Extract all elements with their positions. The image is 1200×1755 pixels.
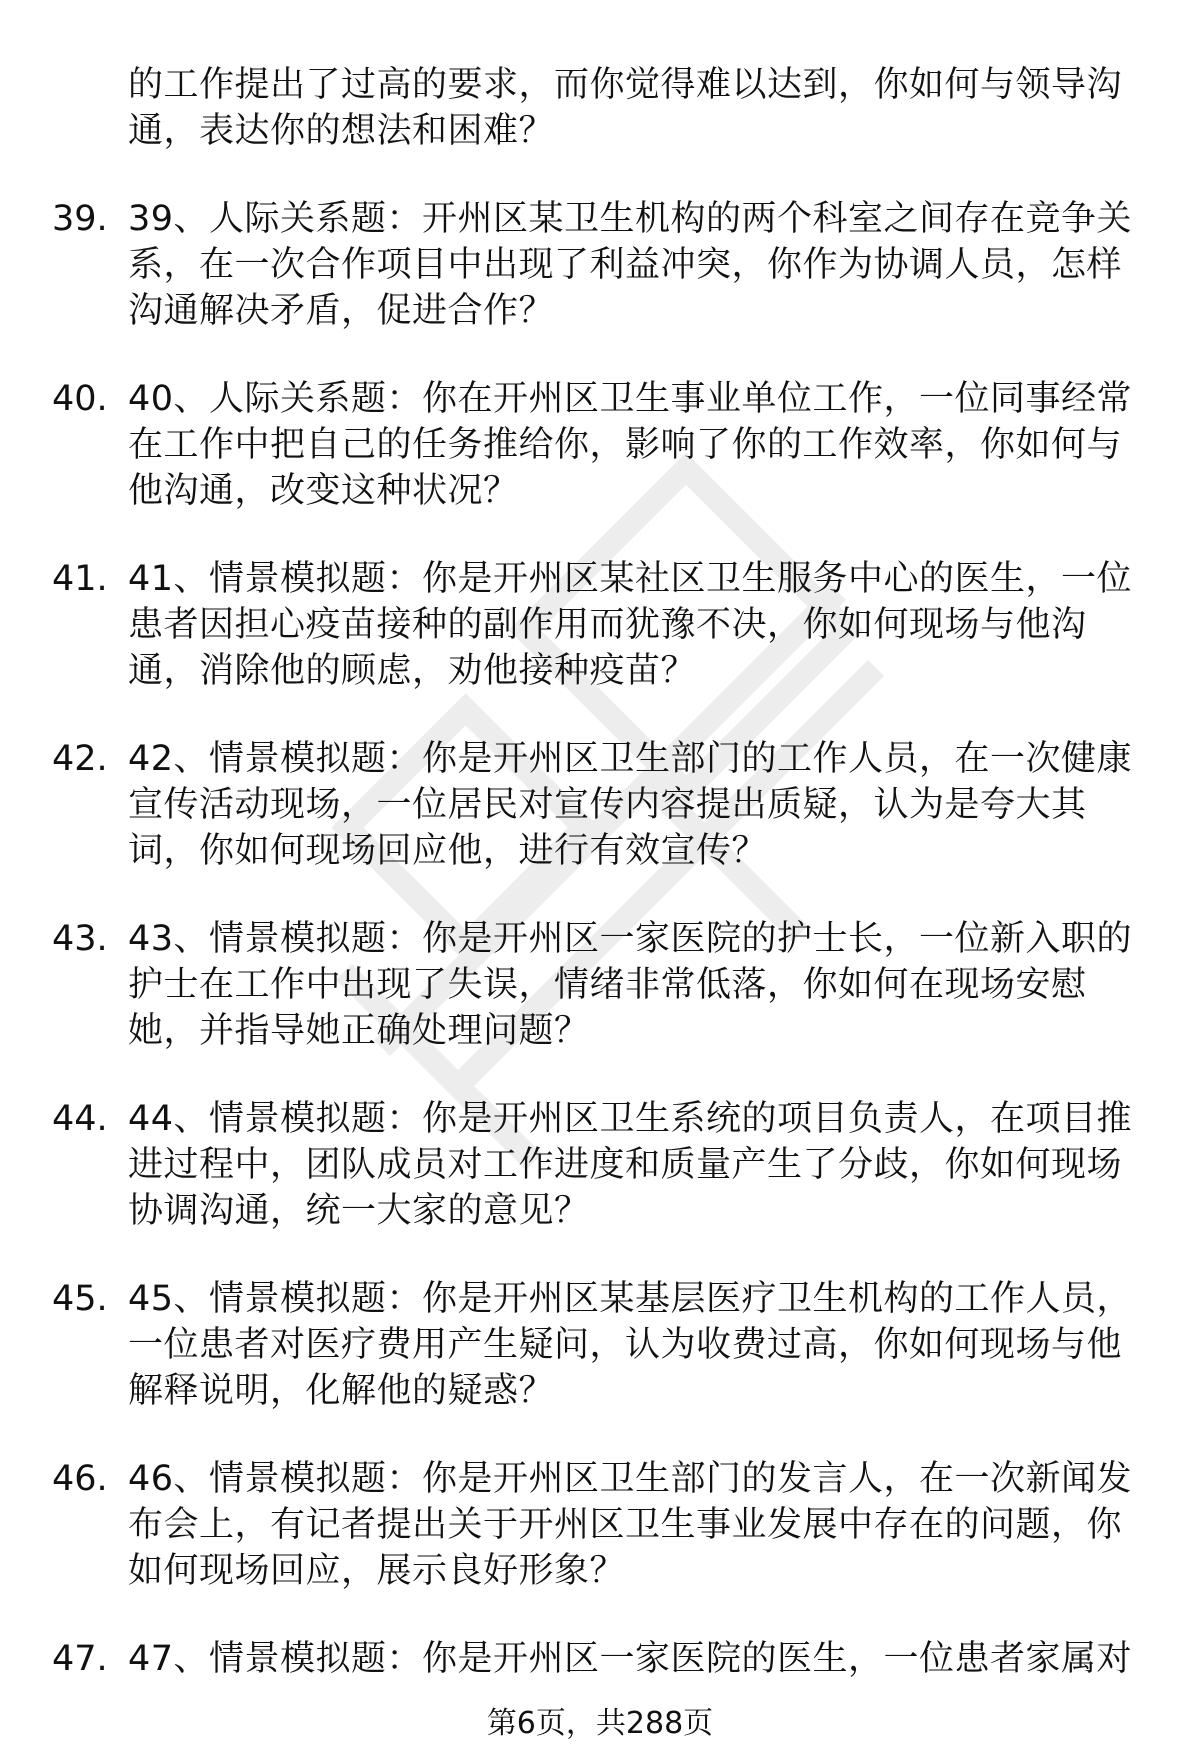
question-item <box>0 1096 1200 1276</box>
question-item <box>0 1456 1200 1636</box>
question-number: 41. <box>52 559 108 599</box>
question-item <box>0 916 1200 1096</box>
question-number: 47. <box>52 1639 108 1679</box>
continued-question-text: 的工作提出了过高的要求，而你觉得难以达到，你如何与领导沟通，表达你的想法和困难？ <box>128 65 1123 151</box>
question-text: 47、情景模拟题：你是开州区一家医院的医生，一位患者家属对 <box>128 1639 1133 1679</box>
question-number: 42. <box>52 739 108 779</box>
question-text: 43、情景模拟题：你是开州区一家医院的护士长，一位新入职的护士在工作中出现了失误，情绪非常低落，你如何在现场安慰她，并指导她正确处理问题？ <box>128 919 1133 1051</box>
question-list <box>0 196 1200 1755</box>
question-text: 44、情景模拟题：你是开州区卫生系统的项目负责人，在项目推进过程中，团队成员对工作进度和质量产生了分歧，你如何现场协调沟通，统一大家的意见？ <box>128 1099 1133 1231</box>
question-item <box>0 1276 1200 1456</box>
question-number: 40. <box>52 379 108 419</box>
question-number: 39. <box>52 199 108 239</box>
question-text: 42、情景模拟题：你是开州区卫生部门的工作人员，在一次健康宣传活动现场，一位居民对宣传内容提出质疑，认为是夸大其词，你如何现场回应他，进行有效宣传？ <box>128 739 1133 871</box>
question-item <box>0 196 1200 376</box>
question-number: 46. <box>52 1459 108 1499</box>
question-item <box>0 556 1200 736</box>
question-text: 46、情景模拟题：你是开州区卫生部门的发言人，在一次新闻发布会上，有记者提出关于开州区卫生事业发展中存在的问题，你如何现场回应，展示良好形象？ <box>128 1459 1133 1591</box>
question-item <box>0 736 1200 916</box>
question-number: 44. <box>52 1099 108 1139</box>
question-text: 45、情景模拟题：你是开州区某基层医疗卫生机构的工作人员，一位患者对医疗费用产生疑问，认为收费过高，你如何现场与他解释说明，化解他的疑惑？ <box>128 1279 1133 1411</box>
question-text: 41、情景模拟题：你是开州区某社区卫生服务中心的医生，一位患者因担心疫苗接种的副作用而犹豫不决，你如何现场与他沟通，消除他的顾虑，劝他接种疫苗？ <box>128 559 1133 691</box>
question-text: 39、人际关系题：开州区某卫生机构的两个科室之间存在竞争关系，在一次合作项目中出现了利益冲突，你作为协调人员，怎样沟通解决矛盾，促进合作？ <box>128 199 1133 331</box>
question-number: 45. <box>52 1279 108 1319</box>
page-footer: 第6页，共288页 <box>486 1706 714 1741</box>
question-number: 43. <box>52 919 108 959</box>
question-text: 40、人际关系题：你在开州区卫生事业单位工作，一位同事经常在工作中把自己的任务推给你，影响了你的工作效率，你如何与他沟通，改变这种状况？ <box>128 379 1133 511</box>
question-item <box>0 376 1200 556</box>
